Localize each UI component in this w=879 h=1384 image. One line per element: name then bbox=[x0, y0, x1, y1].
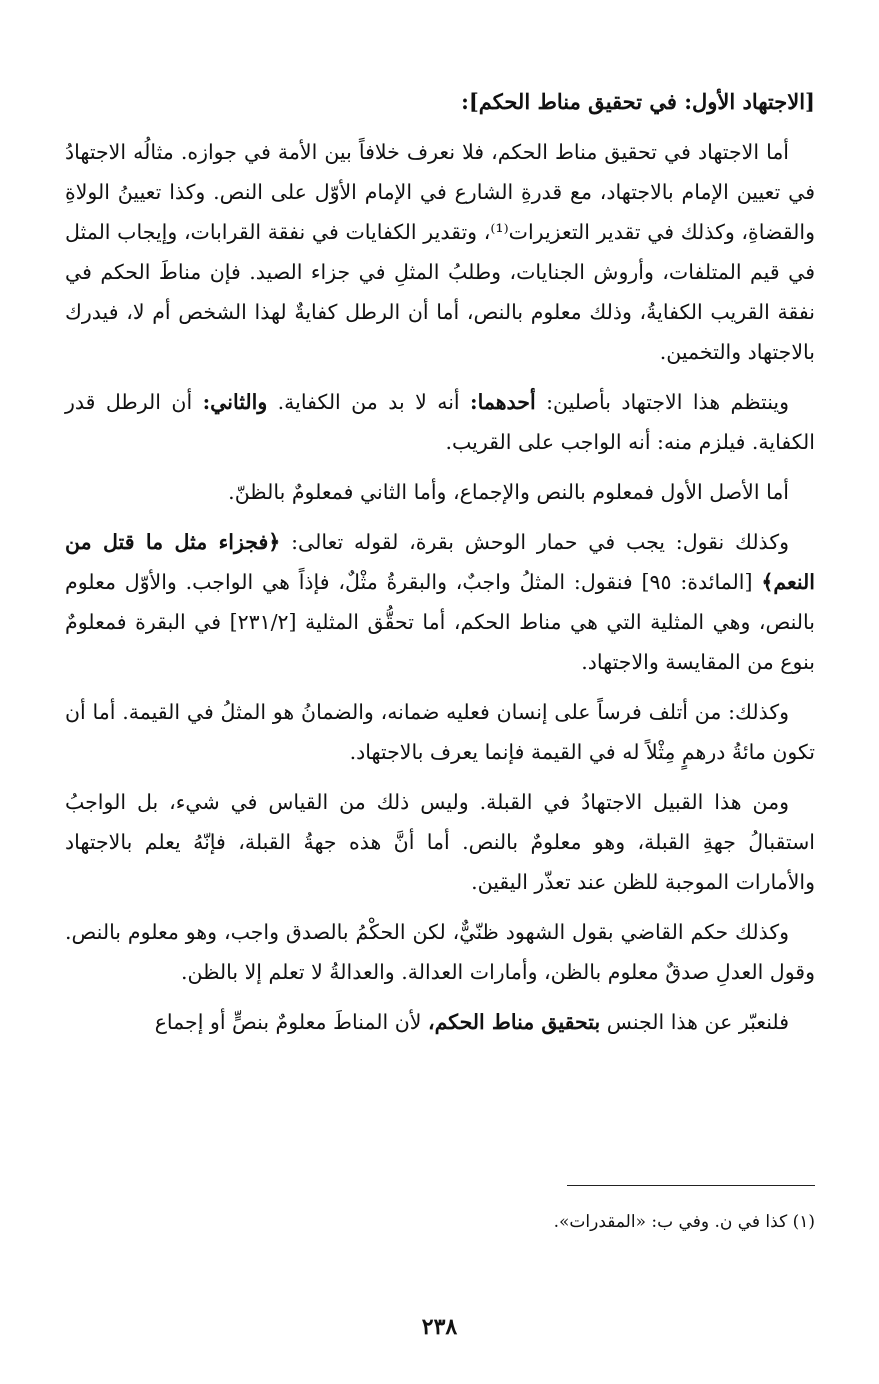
page-number: ٢٣٨ bbox=[421, 1314, 458, 1340]
paragraph-3: أما الأصل الأول فمعلوم بالنص والإجماع، وأما الثاني فمعلومٌ بالظنّ. bbox=[228, 480, 789, 504]
footnote: (١) كذا في ن. وفي ب: «المقدرات». bbox=[553, 1212, 815, 1232]
main-text bbox=[65, 82, 815, 1052]
paragraph-4-text-b: [المائدة: ٩٥] فنقول: المثلُ واجبٌ، والبقرةُ مثْلٌ، فإذاً هي الواجب. والأوّل معلوم بالنص، وهي المثلية التي هي مناط الحكم، أما تحقُّق المثلية [٢٣١/٢] في البقرة فمعلومٌ بنوع من المقايسة والاجتهاد. bbox=[65, 570, 815, 674]
paragraph-8 bbox=[65, 1002, 815, 1042]
quran-verse: ﴿فجزاء مثل ما قتل من النعم﴾ bbox=[65, 530, 815, 594]
section-heading: [الاجتهاد الأول: في تحقيق مناط الحكم]: bbox=[461, 89, 815, 114]
paragraph-2 bbox=[65, 382, 815, 462]
paragraph-1: أما الاجتهاد في تحقيق مناط الحكم، فلا نعرف خلافاً بين الأمة في جوازه. مثالُه الاجتهادُ في تعيين الإمام بالاجتهاد، مع قدرةِ الشارع في الإمام الأوّل على النص. وكذا تعيينُ الولاةِ والقضاةِ، وكذلك في تقدير التعزيرات⁽¹⁾، وتقدير الكفايات في نفقة القرابات، وإيجاب المثل في قيم المتلفات، وأروش الجنايات، وطلبُ المثلِ في جزاء الصيد. فإن مناطَ الحكم في نفقة القريب الكفايةُ، وذلك معلوم بالنص، أما أن الرطل كفايةٌ لهذا الشخص أم لا، فيدرك بالاجتهاد والتخمين. bbox=[65, 140, 815, 364]
paragraph-4 bbox=[65, 522, 815, 682]
paragraph-2-text-a: وينتظم هذا الاجتهاد بأصلين: bbox=[535, 390, 789, 414]
paragraph-8-text-b: لأن المناطَ معلومٌ بنصٍّ أو إجماع bbox=[154, 1010, 428, 1034]
paragraph-2-bold-b: والثاني: bbox=[202, 390, 268, 414]
paragraph-2-text-c: أن الرطل قدر الكفاية. فيلزم منه: أنه الواجب على القريب. bbox=[65, 390, 815, 454]
paragraph-2-bold-a: أحدهما: bbox=[470, 390, 536, 414]
paragraph-8-text-a: فلنعبّر عن هذا الجنس bbox=[600, 1010, 789, 1034]
paragraph-5: وكذلك: من أتلف فرساً على إنسان فعليه ضمانه، والضمانُ هو المثلُ في القيمة. أما أن تكون مائةُ درهمٍ مِثْلاً له في القيمة فإنما يعرف بالاجتهاد. bbox=[65, 700, 815, 764]
paragraph-2-text-b: أنه لا بد من الكفاية. bbox=[267, 390, 471, 414]
paragraph-7: وكذلك حكم القاضي بقول الشهود ظنّيٌّ، لكن الحكْمُ بالصدق واجب، وهو معلوم بالنص. وقول العدلِ صدقٌ معلوم بالظن، وأمارات العدالة. والعدالةُ لا تعلم إلا بالظن. bbox=[65, 920, 815, 984]
paragraph-8-bold: بتحقيق مناط الحكم، bbox=[427, 1010, 601, 1034]
paragraph-4-text-a: وكذلك نقول: يجب في حمار الوحش بقرة، لقوله تعالى: bbox=[280, 530, 789, 554]
footnote-divider bbox=[567, 1185, 815, 1186]
paragraph-6: ومن هذا القبيل الاجتهادُ في القبلة. وليس ذلك من القياس في شيء، بل الواجبُ استقبالُ جهةِ القبلة، وهو معلومٌ بالنص. أما أنَّ هذه جهةُ القبلة، فإنّهُ يعلم بالاجتهاد والأمارات الموجبة للظن عند تعذّر اليقين. bbox=[65, 790, 815, 894]
